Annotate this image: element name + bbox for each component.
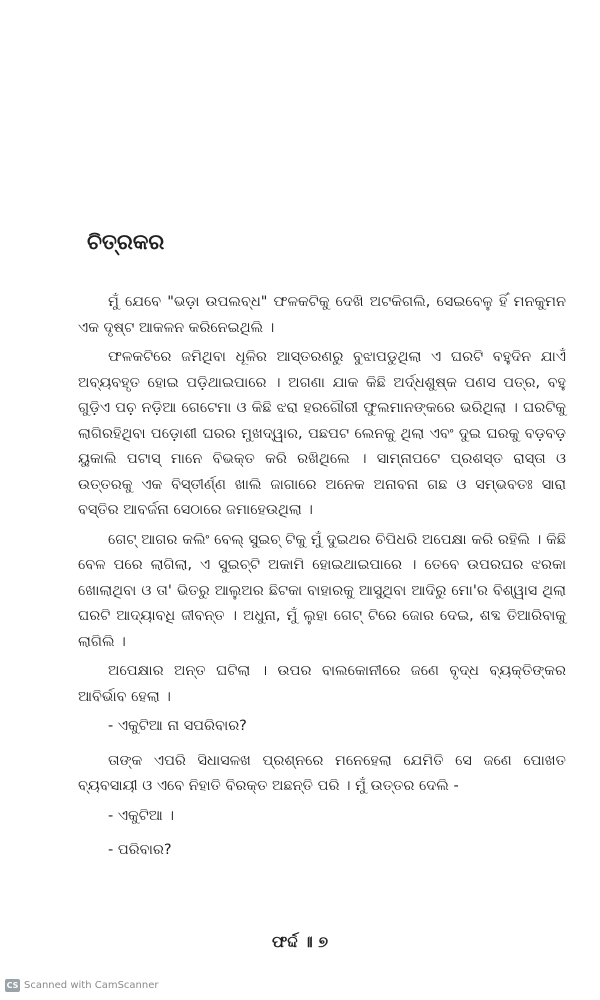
paragraph: ଗେଟ୍ ଆଗର କଲିଂ ବେଲ୍ ସୁଇଚ୍ ଟିକୁ ମୁଁ ଦୁଇଥର ଚିପିଧରି ଅପେକ୍ଷା କରି ରହିଲି । କିଛି ବେଳ ପରେ ଲାଗିଲା, ଏ ସୁଇଚ୍‌ଟି ଅକାମି ହୋଇଥାଇପାରେ । ତେବେ ଉପରଘର ଝରକା ଖୋଲାଥିବା ଓ ତା' ଭିତରୁ ଆଲୁଅର ଛିଟକା ବାହାରକୁ ଆସୁଥିବା ଆଦିରୁ ମୋ'ର ବିଶ୍ୱାସ ଥିଲା ଘରଟି ଆଦ୍ୟାବଧି ଜୀବନ୍ତ । ଅଧୁନା, ମୁଁ ଲୁହା ଗେଟ୍ ଟିରେ ଜୋର ଦେଇ, ଶବ୍ଦ ତିଆରିବାକୁ ଲାଗିଲି । bbox=[78, 531, 566, 650]
paragraph: ତାଙ୍କ ଏପରି ସିଧାସଳଖ ପ୍ରଶ୍ନରେ ମନେହେଲା ଯେମିତି ସେ ଜଣେ ପୋଖତ ବ୍ୟବସାୟୀ ଓ ଏବେ ନିହାତି ବିରକ୍ତ ଅଛନ୍ତି ପରି । ମୁଁ ଉତ୍ତର ଦେଲି - bbox=[78, 752, 566, 794]
story-title: ଚିତ୍ରକର bbox=[87, 230, 165, 254]
page-footer: ଫର୍ଦ୍ଦ ॥ ୭ bbox=[271, 932, 329, 951]
dialogue-line: - ଏକୁଟିଆ । bbox=[108, 807, 174, 824]
dialogue-line: - ପରିବାର? bbox=[108, 842, 172, 858]
scanner-watermark bbox=[5, 979, 159, 992]
paragraph: ଅପେକ୍ଷାର ଅନ୍ତ ଘଟିଲା । ଉପର ବାଲକୋନୀରେ ଜଣେ ବୃଦ୍ଧ ବ୍ୟକ୍ତିଙ୍କର ଆବିର୍ଭାବ ହେଲା । bbox=[78, 663, 566, 705]
paragraph: ମୁଁ ଯେବେ "ଭଡ଼ା ଉପଲବ୍ଧ" ଫଳକଟିକୁ ଦେଖି ଅଟକିଗଲି, ସେଇବେଳୁ ହିଁ ମନକୁମନ ଏକ ଦୃଷ୍ଟ ଆକଳନ କରିନେଇଥିଲି । bbox=[78, 294, 566, 336]
camscanner-logo-icon: CS bbox=[6, 981, 19, 990]
scanner-label: Scanned with CamScanner bbox=[24, 980, 159, 991]
dialogue-line: - ଏକୁଟିଆ ନା ସପରିବାର? bbox=[108, 718, 247, 734]
paragraph: ଫଳକଟିରେ ଜମିଥିବା ଧୂଳିର ଆସ୍ତରଣରୁ ବୁଝାପଡୁଥିଲା ଏ ଘରଟି ବହୁଦିନ ଯାଏଁ ଅବ୍ୟବହୃତ ହୋଇ ପଡ଼ିଥାଇପାରେ । ଅଗଣା ଯାକ କିଛି ଅର୍ଦ୍ଧଶୁଷ୍କ ପଣସ ପତ୍ର, ବହୁ ଗୁଡ଼ିଏ ପଚ଼ ନଡ଼ିଆ ଗେଟେମା ଓ କିଛି ଝରା ହରଗୌରୀ ଫୁଲମାନଙ୍କରେ ଭରିଥିଲା । ଘରଟିକୁ ଲାଗିରହିଥିବା ପଡ଼ୋଶୀ ଘରର ମୁଖଦ୍ୱାର, ପଛପଟ ଲେନକୁ ଥିଲା ଏବଂ ଦୁଇ ଘରକୁ ବଡ଼ବଡ଼ ୟୁକାଲି ପଟାସ୍ ମାନେ ବିଭକ୍ତ କରି ରଖିଥିଲେ । ସାମ୍ନାପଟେ ପ୍ରଶସ୍ତ ରାସ୍ତା ଓ ଉତ୍ତରକୁ ଏକ ବିସ୍ତୀର୍ଣ୍ଣ ଖାଲି ଜାଗାରେ ଅନେକ ଅନାବନା ଗଛ ଓ ସମ୍ଭବତଃ ସାରା ବସ୍ତିର ଆବର୍ଜନା ସେଠାରେ ଜମାହେଉଥିଲା । bbox=[78, 349, 566, 518]
story-body bbox=[78, 290, 566, 873]
